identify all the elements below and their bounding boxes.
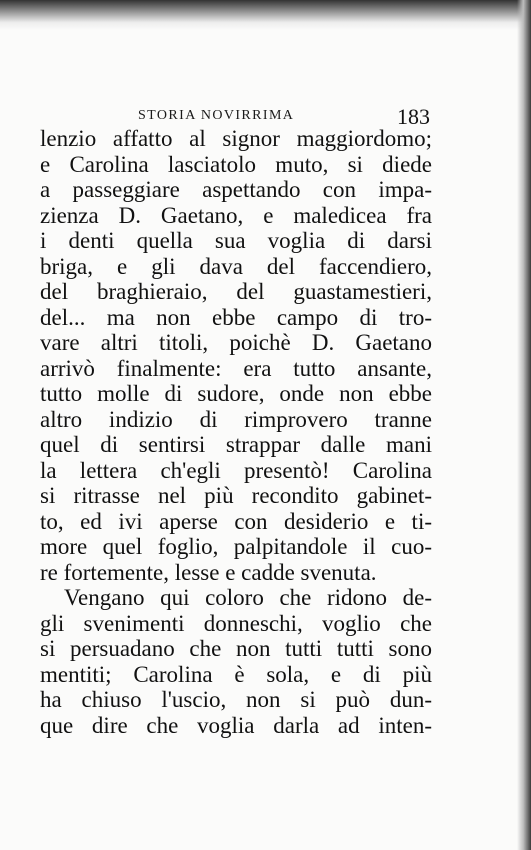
text-line: lenzio affatto al signor maggiordomo; — [40, 126, 432, 151]
text-line: to, ed ivi aperse con desiderio e ti- — [40, 508, 432, 534]
text-line: more quel foglio, palpitandole il cuo- — [40, 534, 432, 559]
text-line: tutto molle di sudore, onde non ebbe — [40, 381, 432, 406]
text-line: e Carolina lasciatolo muto, si diede — [40, 151, 432, 177]
page-top-shadow — [0, 0, 531, 30]
text-line: quel di sentirsi strappar dalle mani — [40, 432, 432, 457]
text-line: briga, e gli dava del faccendiero, — [40, 253, 432, 279]
running-head: STORIA NOVIRRIMA — [138, 108, 295, 123]
text-line: del braghieraio, del guastamestieri, — [40, 279, 432, 304]
text-line: mentiti; Carolina è sola, e di più — [40, 661, 432, 687]
text-line: altro indizio di rimprovero tranne — [40, 406, 432, 432]
body-text — [40, 126, 432, 738]
text-line: si persuadano che non tutti tutti sono — [40, 636, 432, 661]
text-line: si ritrasse nel più recondito gabinet- — [40, 483, 432, 508]
text-line: que dire che voglia darla ad inten- — [40, 712, 432, 738]
text-line: la lettera ch'egli presentò! Carolina — [40, 457, 432, 483]
text-line: vare altri titoli, poichè D. Gaetano — [40, 330, 432, 355]
text-line: a passeggiare aspettando con impa- — [40, 177, 432, 202]
text-line: ha chiuso l'uscio, non si può dun- — [40, 687, 432, 712]
text-line: zienza D. Gaetano, e maledicea fra — [40, 202, 432, 228]
text-line: re fortemente, lesse e cadde svenuta. — [40, 559, 377, 585]
page-number: 183 — [397, 104, 430, 129]
text-line: Vengano qui coloro che ridono de- — [64, 585, 432, 610]
text-line: i denti quella sua voglia di darsi — [40, 228, 432, 253]
page-right-edge — [517, 0, 531, 850]
text-line: arrivò finalmente: era tutto ansante, — [40, 355, 432, 381]
text-line: gli svenimenti donneschi, voglio che — [40, 610, 432, 636]
text-line: del... ma non ebbe campo di tro- — [40, 304, 432, 330]
page-header — [138, 104, 430, 128]
